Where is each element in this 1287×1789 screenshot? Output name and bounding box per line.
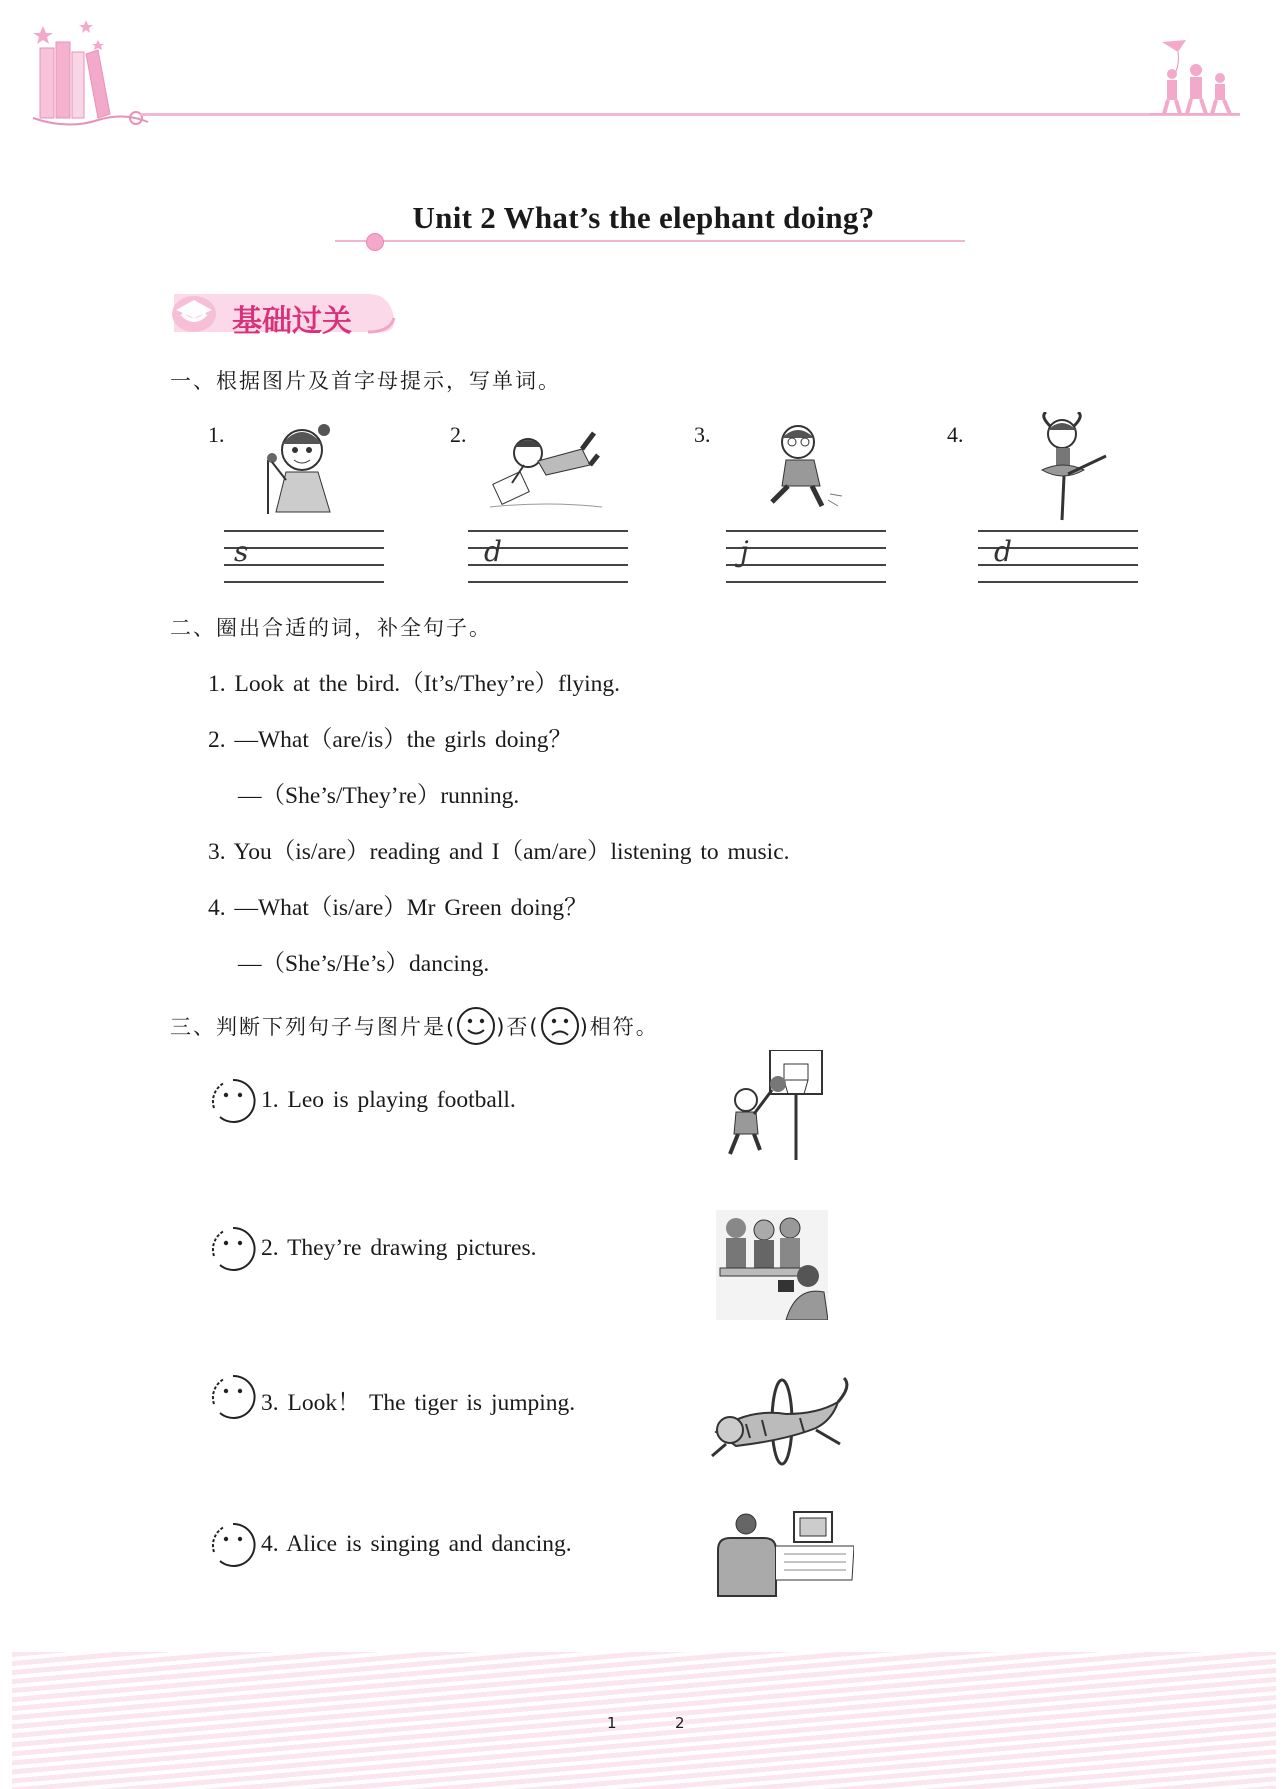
hint-letter: d [484, 535, 502, 568]
basketball-boy-picture [720, 1050, 825, 1160]
footer-band [12, 1652, 1276, 1789]
header-rule [140, 113, 1240, 116]
sentence: 2. —What（are/is）the girls doing？ [208, 727, 573, 753]
part1-item-number: 1. [208, 422, 225, 447]
jumping-boy-picture [758, 420, 848, 516]
kids-kite-icon [1150, 38, 1240, 116]
sentence: 1. Leo is playing football. [261, 1087, 516, 1113]
dancing-girl-picture [1020, 412, 1112, 524]
part3-heading-a: 三、判断下列句子与图片是( [170, 1015, 457, 1039]
smiley-face-icon [456, 1006, 496, 1046]
sentence: 3. You（is/are）reading and I（am/are）listening to music. [208, 839, 790, 865]
sentence: 3. Look！ The tiger is jumping. [261, 1390, 576, 1416]
blank-face-answer-icon[interactable] [210, 1078, 256, 1124]
children-photo-picture [716, 1210, 828, 1320]
sentence: 1. Look at the bird.（It’s/They’re）flying. [208, 671, 621, 697]
blank-face-answer-icon[interactable] [210, 1522, 256, 1568]
part3-heading-c: )相符。 [579, 1015, 659, 1039]
part1-item-number: 2. [450, 422, 467, 447]
sentence: 4. —What（is/are）Mr Green doing？ [208, 895, 588, 921]
drawing-boy-picture [490, 425, 602, 515]
writing-lines [726, 530, 886, 582]
title-underline [335, 240, 965, 242]
tiger-jumping-hoop-picture [706, 1374, 856, 1470]
part1-item-number: 4. [947, 422, 964, 447]
hint-letter: s [234, 535, 249, 568]
sentence: —（She’s/He’s）dancing. [238, 951, 490, 977]
part1-heading: 一、根据图片及首字母提示，写单词。 [170, 369, 561, 393]
title-dot [366, 233, 384, 251]
sad-face-icon [540, 1006, 580, 1046]
page-number-right: 2 [675, 1714, 685, 1732]
singing-girl-picture [250, 420, 350, 516]
sentence: 4. Alice is singing and dancing. [261, 1531, 572, 1557]
hint-letter: j [740, 535, 749, 568]
section-badge-label: 基础过关 [232, 304, 352, 339]
girl-watching-tv-picture [714, 1510, 854, 1602]
part3-heading [170, 1006, 659, 1046]
page-title: Unit 2 What’s the elephant doing? [412, 200, 875, 235]
blank-face-answer-icon[interactable] [210, 1226, 256, 1272]
page-number-left: 1 [607, 1714, 617, 1732]
sentence: 2. They’re drawing pictures. [261, 1235, 537, 1261]
books-logo-icon [28, 18, 158, 133]
part3-heading-b: )否( [496, 1015, 540, 1039]
blank-face-answer-icon[interactable] [210, 1374, 256, 1420]
part2-heading: 二、圈出合适的词，补全句子。 [170, 616, 492, 640]
sentence: —（She’s/They’re）running. [238, 783, 520, 809]
part1-item-number: 3. [694, 422, 711, 447]
hint-letter: d [994, 535, 1012, 568]
